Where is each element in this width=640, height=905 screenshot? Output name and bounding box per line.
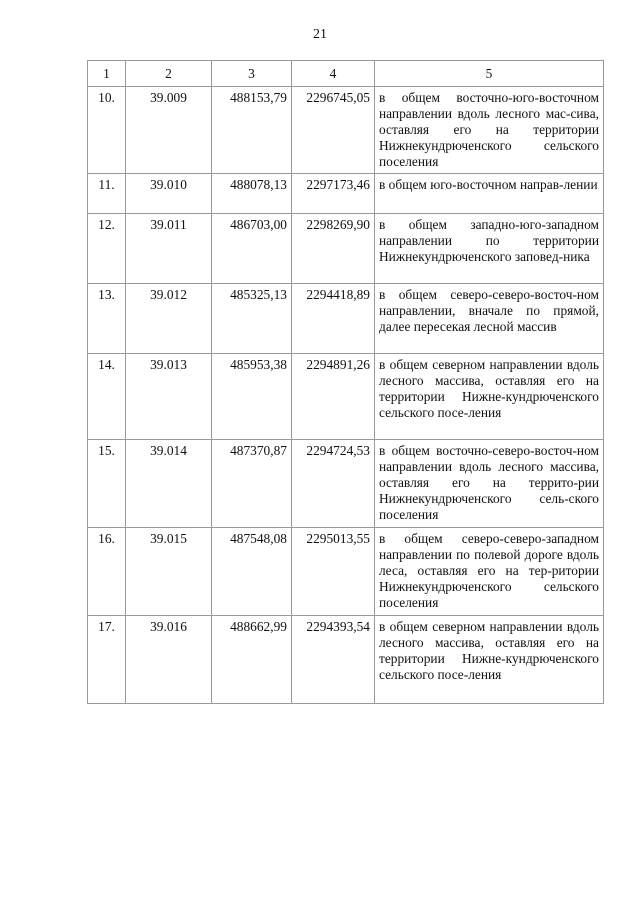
row-number: 12. xyxy=(88,214,126,284)
point-id: 39.014 xyxy=(126,440,212,528)
direction-description: в общем северном направлении вдоль лесного массива, оставляя его на территории Нижне-кундрюченского сельского посе-ления xyxy=(375,354,604,440)
row-number: 14. xyxy=(88,354,126,440)
coord-x: 485325,13 xyxy=(212,284,292,354)
coord-x: 488153,79 xyxy=(212,87,292,174)
table-row xyxy=(88,616,604,704)
table-row xyxy=(88,528,604,616)
boundary-table xyxy=(87,60,604,704)
coord-x: 488078,13 xyxy=(212,174,292,214)
page-number: 21 xyxy=(313,27,327,42)
direction-description: в общем восточно-юго-восточном направлении вдоль лесного мас-сива, оставляя его на территории Нижнекундрюченского сельского поселения xyxy=(375,87,604,174)
coord-x: 488662,99 xyxy=(212,616,292,704)
point-id: 39.015 xyxy=(126,528,212,616)
table-row xyxy=(88,440,604,528)
point-id: 39.016 xyxy=(126,616,212,704)
coord-x: 486703,00 xyxy=(212,214,292,284)
header-col-4: 4 xyxy=(292,61,375,87)
coord-y: 2294724,53 xyxy=(292,440,375,528)
table-row xyxy=(88,87,604,174)
table-row xyxy=(88,284,604,354)
direction-description: в общем юго-восточном направ-лении xyxy=(375,174,604,214)
row-number: 10. xyxy=(88,87,126,174)
row-number: 13. xyxy=(88,284,126,354)
coord-x: 485953,38 xyxy=(212,354,292,440)
header-col-1: 1 xyxy=(88,61,126,87)
direction-description: в общем северо-северо-западном направлении по полевой дороге вдоль леса, оставляя его на тер-ритории Нижнекундрюченского сельского поселения xyxy=(375,528,604,616)
point-id: 39.013 xyxy=(126,354,212,440)
coord-x: 487548,08 xyxy=(212,528,292,616)
direction-description: в общем северном направлении вдоль лесного массива, оставляя его на территории Нижне-кундрюченского сельского посе-ления xyxy=(375,616,604,704)
direction-description: в общем северо-северо-восточ-ном направлении, вначале по прямой, далее пересекая лесной массив xyxy=(375,284,604,354)
coord-y: 2295013,55 xyxy=(292,528,375,616)
direction-description: в общем западно-юго-западном направлении по территории Нижнекундрюченского заповед-ника xyxy=(375,214,604,284)
coord-y: 2296745,05 xyxy=(292,87,375,174)
point-id: 39.011 xyxy=(126,214,212,284)
coord-x: 487370,87 xyxy=(212,440,292,528)
row-number: 16. xyxy=(88,528,126,616)
row-number: 17. xyxy=(88,616,126,704)
coord-y: 2294393,54 xyxy=(292,616,375,704)
row-number: 11. xyxy=(88,174,126,214)
table-row xyxy=(88,354,604,440)
point-id: 39.010 xyxy=(126,174,212,214)
coord-y: 2294418,89 xyxy=(292,284,375,354)
header-col-3: 3 xyxy=(212,61,292,87)
table-row xyxy=(88,174,604,214)
header-col-2: 2 xyxy=(126,61,212,87)
table-row xyxy=(88,214,604,284)
row-number: 15. xyxy=(88,440,126,528)
point-id: 39.009 xyxy=(126,87,212,174)
coord-y: 2294891,26 xyxy=(292,354,375,440)
header-col-5: 5 xyxy=(375,61,604,87)
point-id: 39.012 xyxy=(126,284,212,354)
coord-y: 2297173,46 xyxy=(292,174,375,214)
direction-description: в общем восточно-северо-восточ-ном направлении вдоль лесного массива, оставляя его на террито-рии Нижнекундрюченского сель-ского поселения xyxy=(375,440,604,528)
coord-y: 2298269,90 xyxy=(292,214,375,284)
table-header-row xyxy=(88,61,604,87)
